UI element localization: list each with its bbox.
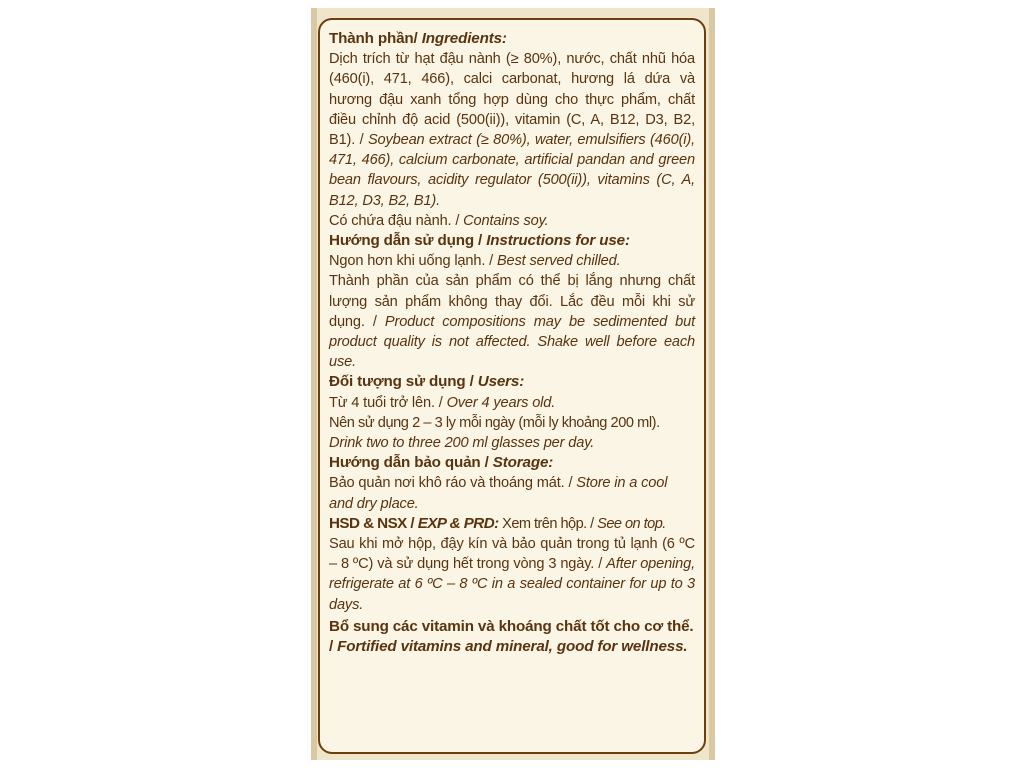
users-heading xyxy=(329,372,695,392)
instructions-heading xyxy=(329,231,695,251)
allergen-text xyxy=(329,211,695,231)
instructions-line-1 xyxy=(329,251,695,271)
instructions-line1-en: Best served chilled. xyxy=(496,253,621,270)
dates-label-vi: HSD & NSX / xyxy=(329,514,418,532)
instructions-line-2 xyxy=(329,271,695,372)
allergen-vi: Có chứa đậu nành. / xyxy=(329,212,464,229)
instructions-line2-vi: Thành phần của sản phẩm có thể bị lắng nhưng chất lượng sản phẩm không thay đổi. Lắc đều mỗi khi sử dụng. / xyxy=(329,273,695,330)
label-panel xyxy=(318,18,706,754)
users-line1-en: Over 4 years old. xyxy=(446,394,556,411)
after-opening-text xyxy=(329,534,695,615)
after-opening-en: After opening, refrigerate at 6 ºC – 8 ºC in a sealed container for up to 3 days. xyxy=(329,556,695,613)
users-line1-vi: Từ 4 tuổi trở lên. / xyxy=(329,394,447,411)
storage-text-en: Store in a cool and dry place. xyxy=(329,475,668,512)
after-opening-vi: Sau khi mở hộp, đậy kín và bảo quản trong tủ lạnh (6 ºC – 8 ºC) và sử dụng hết trong vòng 3 ngày. / xyxy=(329,536,695,573)
users-line2-vi: Nên sử dụng 2 – 3 ly mỗi ngày (mỗi ly khoảng 200 ml). xyxy=(329,414,660,431)
package-left-edge xyxy=(311,8,317,760)
ingredients-text xyxy=(329,49,695,211)
storage-heading-vi: Hướng dẫn bảo quản / xyxy=(329,454,493,472)
storage-heading xyxy=(329,453,695,473)
users-line-3 xyxy=(329,433,695,453)
users-line-1 xyxy=(329,393,695,413)
ingredients-text-en: Soybean extract (≥ 80%), water, emulsifiers (460(i), 471, 466), calcium carbonate, artificial pandan and green bean flavours, acidity regulator (500(ii)), vitamins (C, A, B12, D3, B2, B1). xyxy=(329,132,695,209)
ingredients-text-vi: Dịch trích từ hạt đậu nành (≥ 80%), nước, chất nhũ hóa (460(i), 471, 466), calci carbonat, hương lá dứa và hương đậu xanh tổng hợp dùng cho thực phẩm, chất điều chỉnh độ acid (500(ii)), vitamin (C, A, B12, D3, B2, B1). / xyxy=(329,51,695,149)
users-heading-en: Users: xyxy=(477,373,525,391)
package-right-edge xyxy=(709,8,715,760)
users-line2-en: Drink two to three 200 ml glasses per day. xyxy=(329,435,595,452)
dates-label-en: EXP & PRD: xyxy=(417,514,499,532)
dates-line xyxy=(329,514,695,534)
instructions-heading-vi: Hướng dẫn sử dụng / xyxy=(329,232,487,250)
instructions-line2-en: Product compositions may be sedimented but product quality is not affected. Shake well before each use. xyxy=(329,313,695,371)
dates-text-en: See on top. xyxy=(597,515,666,532)
instructions-line1-vi: Ngon hơn khi uống lạnh. / xyxy=(329,253,497,270)
dates-text-vi: Xem trên hộp. / xyxy=(498,515,598,532)
fortified-en: Fortified vitamins and mineral, good for wellness. xyxy=(337,638,688,656)
users-heading-vi: Đối tượng sử dụng / xyxy=(329,373,478,391)
ingredients-heading-vi: Thành phần/ xyxy=(329,30,422,47)
users-line-2 xyxy=(329,413,695,433)
ingredients-heading xyxy=(329,29,695,49)
instructions-heading-en: Instructions for use: xyxy=(486,232,630,250)
allergen-en: Contains soy. xyxy=(463,212,549,229)
fortified-text xyxy=(329,617,695,657)
ingredients-heading-en: Ingredients: xyxy=(421,30,507,47)
storage-heading-en: Storage: xyxy=(492,454,554,472)
fortified-vi: Bổ sung các vitamin và khoáng chất tốt cho cơ thể. / xyxy=(329,617,694,656)
storage-text-vi: Bảo quản nơi khô ráo và thoáng mát. / xyxy=(329,475,577,492)
storage-text xyxy=(329,473,695,513)
